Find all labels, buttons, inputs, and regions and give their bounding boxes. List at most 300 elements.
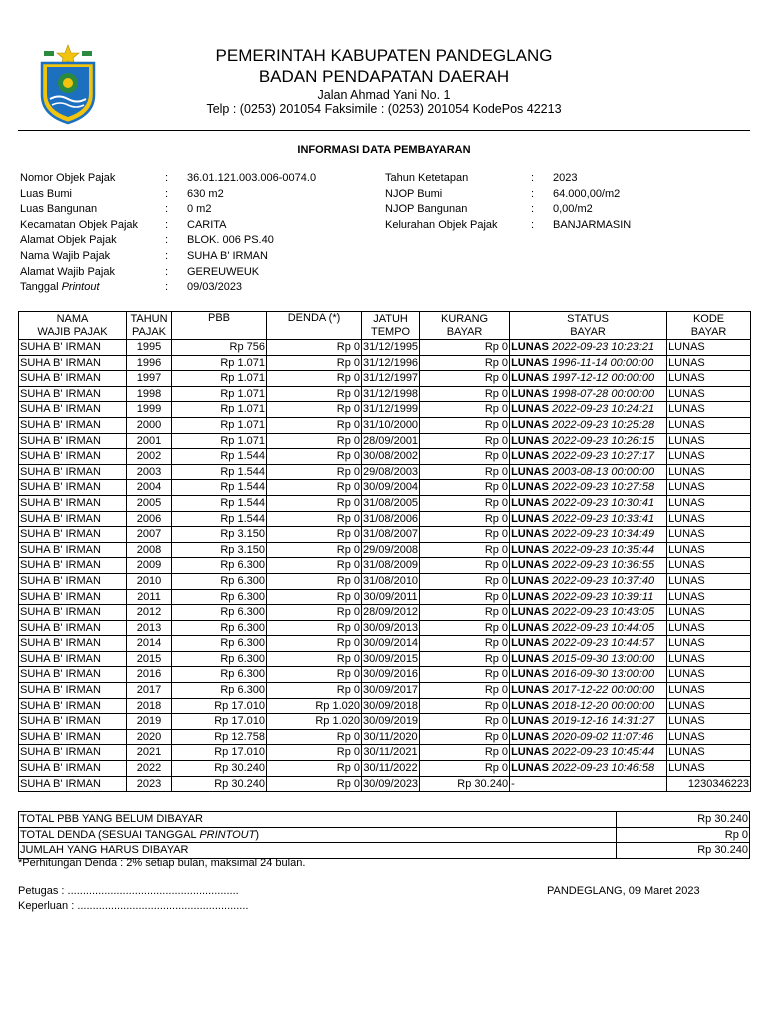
cell-kode-bayar: LUNAS	[667, 433, 751, 449]
info-label	[20, 280, 138, 296]
cell-nama: SUHA B' IRMAN	[19, 714, 127, 730]
cell-tahun: 2004	[127, 480, 172, 496]
total-label: TOTAL PBB YANG BELUM DIBAYAR	[19, 812, 617, 828]
cell-jatuh-tempo: 31/12/1998	[362, 386, 420, 402]
cell-pbb: Rp 1.071	[172, 402, 267, 418]
cell-tahun: 1997	[127, 371, 172, 387]
cell-jatuh-tempo: 29/09/2008	[362, 542, 420, 558]
cell-tahun: 1998	[127, 386, 172, 402]
status-label: LUNAS	[511, 762, 549, 775]
status-label: LUNAS	[511, 341, 549, 353]
cell-jatuh-tempo: 31/08/2005	[362, 495, 420, 511]
status-label: LUNAS	[511, 403, 549, 416]
cell-tahun: 2008	[127, 542, 172, 558]
cell-denda: Rp 0	[267, 417, 362, 433]
cell-tahun: 2007	[127, 527, 172, 543]
cell-kurang-bayar: Rp 0	[420, 558, 510, 574]
cell-jatuh-tempo: 30/09/2017	[362, 683, 420, 699]
cell-nama: SUHA B' IRMAN	[19, 355, 127, 371]
cell-pbb: Rp 1.544	[172, 495, 267, 511]
cell-kurang-bayar: Rp 0	[420, 511, 510, 527]
info-right-values	[553, 171, 631, 233]
status-date: 2022-09-23 10:27:58	[552, 481, 655, 494]
cell-tahun: 2019	[127, 714, 172, 730]
cell-nama: SUHA B' IRMAN	[19, 371, 127, 387]
cell-tahun: 2014	[127, 636, 172, 652]
cell-kode-bayar: LUNAS	[667, 683, 751, 699]
cell-jatuh-tempo: 31/12/1997	[362, 371, 420, 387]
info-value: 0 m2	[187, 203, 212, 216]
cell-kurang-bayar: Rp 0	[420, 714, 510, 730]
status-date: 2022-09-23 10:46:58	[552, 762, 655, 775]
cell-denda: Rp 0	[267, 386, 362, 402]
status-label: LUNAS	[511, 715, 549, 728]
status-date: 2022-09-23 10:24:21	[552, 403, 655, 416]
status-date: 2022-09-23 10:44:57	[552, 637, 655, 650]
cell-pbb: Rp 1.544	[172, 480, 267, 496]
col-header-pbb: PBB	[172, 312, 267, 340]
info-label: Nama Wajib Pajak	[20, 249, 111, 262]
cell-status-bayar	[510, 371, 667, 387]
col-header-kurang-bayar: KURANG BAYAR	[420, 312, 510, 340]
cell-tahun: 2010	[127, 573, 172, 589]
status-label: LUNAS	[511, 387, 549, 400]
cell-status-bayar	[510, 589, 667, 605]
cell-kurang-bayar: Rp 0	[420, 433, 510, 449]
cell-denda: Rp 0	[267, 340, 362, 356]
table-row	[19, 464, 751, 480]
cell-kode-bayar: LUNAS	[667, 667, 751, 683]
status-date: 2016-09-30 13:00:00	[552, 668, 655, 681]
cell-denda: Rp 0	[267, 589, 362, 605]
cell-kode-bayar: LUNAS	[667, 651, 751, 667]
cell-kurang-bayar: Rp 0	[420, 620, 510, 636]
status-date: 2022-09-23 10:36:55	[552, 559, 655, 572]
cell-status-bayar	[510, 542, 667, 558]
info-label-italic: Printout	[61, 281, 100, 294]
cell-kode-bayar: LUNAS	[667, 340, 751, 356]
cell-tahun: 1996	[127, 355, 172, 371]
cell-denda: Rp 0	[267, 667, 362, 683]
cell-jatuh-tempo: 31/08/2010	[362, 573, 420, 589]
status-date: 2015-09-30 13:00:00	[552, 652, 655, 665]
cell-kurang-bayar: Rp 0	[420, 729, 510, 745]
cell-pbb: Rp 1.071	[172, 433, 267, 449]
cell-jatuh-tempo: 31/08/2006	[362, 511, 420, 527]
cell-pbb: Rp 6.300	[172, 558, 267, 574]
cell-kode-bayar: LUNAS	[667, 480, 751, 496]
cell-tahun: 2022	[127, 761, 172, 777]
table-row	[19, 776, 751, 792]
table-row	[19, 745, 751, 761]
info-label: Kecamatan Objek Pajak	[20, 218, 139, 231]
status-date: 2022-09-23 10:30:41	[552, 496, 655, 509]
cell-nama: SUHA B' IRMAN	[19, 527, 127, 543]
cell-nama: SUHA B' IRMAN	[19, 573, 127, 589]
cell-denda: Rp 0	[267, 511, 362, 527]
total-label: JUMLAH YANG HARUS DIBAYAR	[19, 843, 617, 859]
cell-pbb: Rp 17.010	[172, 745, 267, 761]
cell-tahun: 2003	[127, 464, 172, 480]
info-value: SUHA B' IRMAN	[187, 249, 268, 262]
info-label: Nomor Objek Pajak	[20, 172, 116, 184]
cell-status-bayar	[510, 683, 667, 699]
cell-denda: Rp 0	[267, 402, 362, 418]
cell-status-bayar	[510, 776, 667, 792]
cell-pbb: Rp 6.300	[172, 636, 267, 652]
penalty-note: *Perhitungan Denda : 2% setiap bulan, maksimal 24 bulan.	[18, 857, 306, 869]
info-left-labels	[20, 171, 138, 296]
colon: :	[165, 187, 169, 200]
cell-kurang-bayar: Rp 30.240	[420, 776, 510, 792]
cell-status-bayar	[510, 480, 667, 496]
cell-kurang-bayar: Rp 0	[420, 745, 510, 761]
cell-jatuh-tempo: 31/12/1996	[362, 355, 420, 371]
total-label: TOTAL DENDA (SESUAI TANGGAL PRINTOUT)	[19, 827, 617, 843]
table-row	[19, 667, 751, 683]
status-date: 2022-09-23 10:37:40	[552, 574, 655, 587]
status-label: LUNAS	[511, 528, 549, 541]
table-row	[19, 683, 751, 699]
info-value: BANJARMASIN	[553, 218, 632, 231]
table-row	[19, 698, 751, 714]
cell-pbb: Rp 30.240	[172, 761, 267, 777]
cell-nama: SUHA B' IRMAN	[19, 698, 127, 714]
status-date: 2019-12-16 14:31:27	[552, 715, 655, 728]
info-label: Luas Bangunan	[20, 203, 98, 216]
cell-pbb: Rp 3.150	[172, 527, 267, 543]
table-header-row	[19, 312, 751, 340]
cell-nama: SUHA B' IRMAN	[19, 511, 127, 527]
cell-kode-bayar: LUNAS	[667, 417, 751, 433]
table-row	[19, 402, 751, 418]
status-date: 2017-12-22 00:00:00	[552, 684, 655, 697]
cell-status-bayar	[510, 761, 667, 777]
info-value: 630 m2	[187, 187, 224, 200]
table-row	[19, 651, 751, 667]
cell-kurang-bayar: Rp 0	[420, 527, 510, 543]
info-value: BLOK. 006 PS.40	[187, 234, 274, 247]
cell-denda: Rp 0	[267, 776, 362, 792]
cell-nama: SUHA B' IRMAN	[19, 761, 127, 777]
col-header-kode-bayar: KODE BAYAR	[667, 312, 751, 340]
table-row	[19, 386, 751, 402]
cell-status-bayar	[510, 355, 667, 371]
cell-kurang-bayar: Rp 0	[420, 449, 510, 465]
status-date: 2022-09-23 10:27:17	[552, 450, 655, 463]
cell-nama: SUHA B' IRMAN	[19, 386, 127, 402]
cell-status-bayar	[510, 558, 667, 574]
status-date: 2003-08-13 00:00:00	[552, 465, 655, 478]
cell-status-bayar	[510, 698, 667, 714]
totals-table	[18, 811, 750, 859]
cell-nama: SUHA B' IRMAN	[19, 729, 127, 745]
cell-jatuh-tempo: 31/08/2009	[362, 558, 420, 574]
regency-emblem	[38, 43, 98, 125]
cell-status-bayar	[510, 636, 667, 652]
cell-status-bayar	[510, 386, 667, 402]
cell-nama: SUHA B' IRMAN	[19, 620, 127, 636]
cell-kode-bayar: LUNAS	[667, 527, 751, 543]
cell-denda: Rp 0	[267, 433, 362, 449]
colon: :	[165, 218, 169, 231]
cell-denda: Rp 0	[267, 683, 362, 699]
cell-kurang-bayar: Rp 0	[420, 355, 510, 371]
cell-denda: Rp 1.020	[267, 714, 362, 730]
cell-pbb: Rp 6.300	[172, 620, 267, 636]
status-label: LUNAS	[511, 730, 549, 743]
cell-tahun: 2000	[127, 417, 172, 433]
status-label: LUNAS	[511, 606, 549, 619]
cell-pbb: Rp 1.071	[172, 386, 267, 402]
place-date: PANDEGLANG, 09 Maret 2023	[547, 885, 700, 897]
status-date: 2022-09-23 10:39:11	[552, 590, 654, 603]
cell-status-bayar	[510, 745, 667, 761]
cell-kurang-bayar: Rp 0	[420, 667, 510, 683]
status-date: 2022-09-23 10:45:44	[552, 746, 655, 759]
cell-jatuh-tempo: 30/09/2019	[362, 714, 420, 730]
cell-tahun: 2020	[127, 729, 172, 745]
cell-kode-bayar: LUNAS	[667, 355, 751, 371]
cell-tahun: 2009	[127, 558, 172, 574]
status-label: LUNAS	[511, 684, 549, 697]
cell-jatuh-tempo: 30/09/2015	[362, 651, 420, 667]
cell-denda: Rp 0	[267, 527, 362, 543]
cell-jatuh-tempo: 30/11/2020	[362, 729, 420, 745]
cell-pbb: Rp 6.300	[172, 605, 267, 621]
cell-jatuh-tempo: 30/09/2004	[362, 480, 420, 496]
status-label: LUNAS	[511, 418, 549, 431]
total-value: Rp 30.240	[617, 812, 750, 828]
cell-pbb: Rp 1.071	[172, 355, 267, 371]
table-row	[19, 511, 751, 527]
info-label: Tahun Ketetapan	[385, 172, 469, 184]
status-label: LUNAS	[511, 481, 549, 494]
cell-kurang-bayar: Rp 0	[420, 417, 510, 433]
table-row	[19, 605, 751, 621]
status-date: 2022-09-23 10:44:05	[552, 621, 655, 634]
colon: :	[531, 187, 535, 200]
col-header-denda: DENDA (*)	[267, 312, 362, 340]
cell-denda: Rp 0	[267, 651, 362, 667]
cell-nama: SUHA B' IRMAN	[19, 417, 127, 433]
cell-status-bayar	[510, 651, 667, 667]
total-value: Rp 30.240	[617, 843, 750, 859]
cell-kurang-bayar: Rp 0	[420, 340, 510, 356]
cell-status-bayar	[510, 495, 667, 511]
table-row	[19, 714, 751, 730]
cell-kurang-bayar: Rp 0	[420, 542, 510, 558]
cell-nama: SUHA B' IRMAN	[19, 667, 127, 683]
info-value: CARITA	[187, 218, 227, 231]
table-row	[19, 480, 751, 496]
cell-pbb: Rp 1.544	[172, 464, 267, 480]
table-row	[19, 573, 751, 589]
cell-kode-bayar: LUNAS	[667, 636, 751, 652]
status-label: LUNAS	[511, 668, 549, 681]
cell-status-bayar	[510, 620, 667, 636]
table-row	[19, 761, 751, 777]
page-title: INFORMASI DATA PEMBAYARAN	[297, 144, 471, 156]
cell-kode-bayar: LUNAS	[667, 573, 751, 589]
colon: :	[531, 172, 535, 184]
cell-denda: Rp 0	[267, 355, 362, 371]
header-contact: Telp : (0253) 201054 Faksimile : (0253) 201054 KodePos 42213	[206, 102, 562, 116]
status-label: LUNAS	[511, 512, 549, 525]
cell-pbb: Rp 756	[172, 340, 267, 356]
cell-denda: Rp 0	[267, 605, 362, 621]
status-label: LUNAS	[511, 699, 549, 712]
cell-jatuh-tempo: 30/09/2011	[362, 589, 420, 605]
info-right-labels	[385, 171, 498, 233]
info-label: Kelurahan Objek Pajak	[385, 218, 498, 231]
cell-status-bayar	[510, 340, 667, 356]
cell-jatuh-tempo: 30/09/2018	[362, 698, 420, 714]
cell-kurang-bayar: Rp 0	[420, 464, 510, 480]
cell-tahun: 2011	[127, 589, 172, 605]
cell-kurang-bayar: Rp 0	[420, 761, 510, 777]
status-date: 2022-09-23 10:26:15	[552, 434, 655, 447]
payment-table	[18, 311, 751, 792]
cell-pbb: Rp 6.300	[172, 667, 267, 683]
status-label: LUNAS	[511, 356, 549, 369]
cell-tahun: 2001	[127, 433, 172, 449]
status-label: LUNAS	[511, 652, 549, 665]
cell-kode-bayar: LUNAS	[667, 761, 751, 777]
status-date: 2022-09-23 10:43:05	[552, 606, 655, 619]
status-label: LUNAS	[511, 434, 549, 447]
cell-pbb: Rp 30.240	[172, 776, 267, 792]
cell-kode-bayar: LUNAS	[667, 495, 751, 511]
cell-denda: Rp 0	[267, 558, 362, 574]
status-date: 1997-12-12 00:00:00	[552, 372, 655, 385]
cell-nama: SUHA B' IRMAN	[19, 776, 127, 792]
cell-status-bayar	[510, 417, 667, 433]
status-label: LUNAS	[511, 621, 549, 634]
table-row	[19, 542, 751, 558]
status-label: LUNAS	[511, 372, 549, 385]
cell-jatuh-tempo: 28/09/2012	[362, 605, 420, 621]
cell-denda: Rp 0	[267, 573, 362, 589]
cell-denda: Rp 0	[267, 449, 362, 465]
cell-denda: Rp 0	[267, 464, 362, 480]
cell-denda: Rp 0	[267, 761, 362, 777]
cell-kode-bayar: LUNAS	[667, 589, 751, 605]
cell-kurang-bayar: Rp 0	[420, 698, 510, 714]
info-label-plain: Tanggal	[20, 281, 62, 294]
cell-kurang-bayar: Rp 0	[420, 573, 510, 589]
cell-nama: SUHA B' IRMAN	[19, 636, 127, 652]
status-date: 2022-09-23 10:25:28	[552, 418, 655, 431]
cell-kurang-bayar: Rp 0	[420, 651, 510, 667]
colon: :	[165, 249, 169, 262]
table-row	[19, 729, 751, 745]
cell-pbb: Rp 6.300	[172, 651, 267, 667]
status-date: 2022-09-23 10:23:21	[552, 341, 655, 353]
cell-kode-bayar: LUNAS	[667, 511, 751, 527]
header-agency: BADAN PENDAPATAN DAERAH	[258, 67, 510, 86]
col-header-tahun: TAHUN PAJAK	[127, 312, 172, 340]
cell-nama: SUHA B' IRMAN	[19, 433, 127, 449]
status-label: LUNAS	[511, 574, 549, 587]
cell-kode-bayar: LUNAS	[667, 464, 751, 480]
cell-tahun: 1995	[127, 340, 172, 356]
header-government: PEMERINTAH KABUPATEN PANDEGLANG	[215, 46, 553, 65]
cell-nama: SUHA B' IRMAN	[19, 589, 127, 605]
cell-kurang-bayar: Rp 0	[420, 495, 510, 511]
cell-jatuh-tempo: 30/09/2023	[362, 776, 420, 792]
cell-denda: Rp 0	[267, 636, 362, 652]
colon: :	[165, 281, 169, 294]
colon: :	[531, 203, 535, 216]
cell-jatuh-tempo: 31/12/1995	[362, 340, 420, 356]
cell-nama: SUHA B' IRMAN	[19, 605, 127, 621]
colon: :	[165, 172, 169, 184]
cell-kurang-bayar: Rp 0	[420, 589, 510, 605]
cell-denda: Rp 0	[267, 495, 362, 511]
cell-jatuh-tempo: 30/09/2016	[362, 667, 420, 683]
header-divider	[18, 130, 750, 131]
petugas-line: Petugas : ........................................................	[18, 885, 239, 897]
table-row	[19, 620, 751, 636]
cell-status-bayar	[510, 714, 667, 730]
cell-denda: Rp 0	[267, 729, 362, 745]
cell-pbb: Rp 17.010	[172, 698, 267, 714]
table-row	[19, 433, 751, 449]
info-right-colons	[531, 171, 534, 233]
cell-kode-bayar: LUNAS	[667, 698, 751, 714]
total-row	[19, 812, 750, 828]
cell-status-bayar	[510, 605, 667, 621]
cell-jatuh-tempo: 30/09/2013	[362, 620, 420, 636]
colon: :	[165, 203, 169, 216]
cell-tahun: 2017	[127, 683, 172, 699]
total-row	[19, 827, 750, 843]
colon: :	[165, 234, 169, 247]
cell-status-bayar	[510, 511, 667, 527]
cell-jatuh-tempo: 29/08/2003	[362, 464, 420, 480]
cell-pbb: Rp 12.758	[172, 729, 267, 745]
cell-kurang-bayar: Rp 0	[420, 683, 510, 699]
cell-nama: SUHA B' IRMAN	[19, 402, 127, 418]
cell-tahun: 2005	[127, 495, 172, 511]
cell-status-bayar	[510, 527, 667, 543]
cell-kode-bayar: LUNAS	[667, 714, 751, 730]
status-date: 2022-09-23 10:35:44	[552, 543, 655, 556]
cell-denda: Rp 0	[267, 542, 362, 558]
cell-jatuh-tempo: 30/11/2022	[362, 761, 420, 777]
col-header-nama: NAMA WAJIB PAJAK	[19, 312, 127, 340]
cell-nama: SUHA B' IRMAN	[19, 651, 127, 667]
colon: :	[531, 218, 535, 231]
cell-tahun: 2023	[127, 776, 172, 792]
info-value: 09/03/2023	[187, 281, 243, 294]
cell-kode-bayar: LUNAS	[667, 605, 751, 621]
cell-pbb: Rp 1.071	[172, 371, 267, 387]
cell-tahun: 2021	[127, 745, 172, 761]
cell-nama: SUHA B' IRMAN	[19, 464, 127, 480]
info-value: 0,00/m2	[553, 203, 593, 216]
cell-kode-bayar: LUNAS	[667, 371, 751, 387]
status-label: LUNAS	[511, 450, 549, 463]
info-label: Alamat Wajib Pajak	[20, 265, 115, 278]
cell-nama: SUHA B' IRMAN	[19, 449, 127, 465]
cell-pbb: Rp 17.010	[172, 714, 267, 730]
status-label: LUNAS	[511, 637, 549, 650]
cell-denda: Rp 0	[267, 745, 362, 761]
total-value: Rp 0	[617, 827, 750, 843]
cell-nama: SUHA B' IRMAN	[19, 558, 127, 574]
